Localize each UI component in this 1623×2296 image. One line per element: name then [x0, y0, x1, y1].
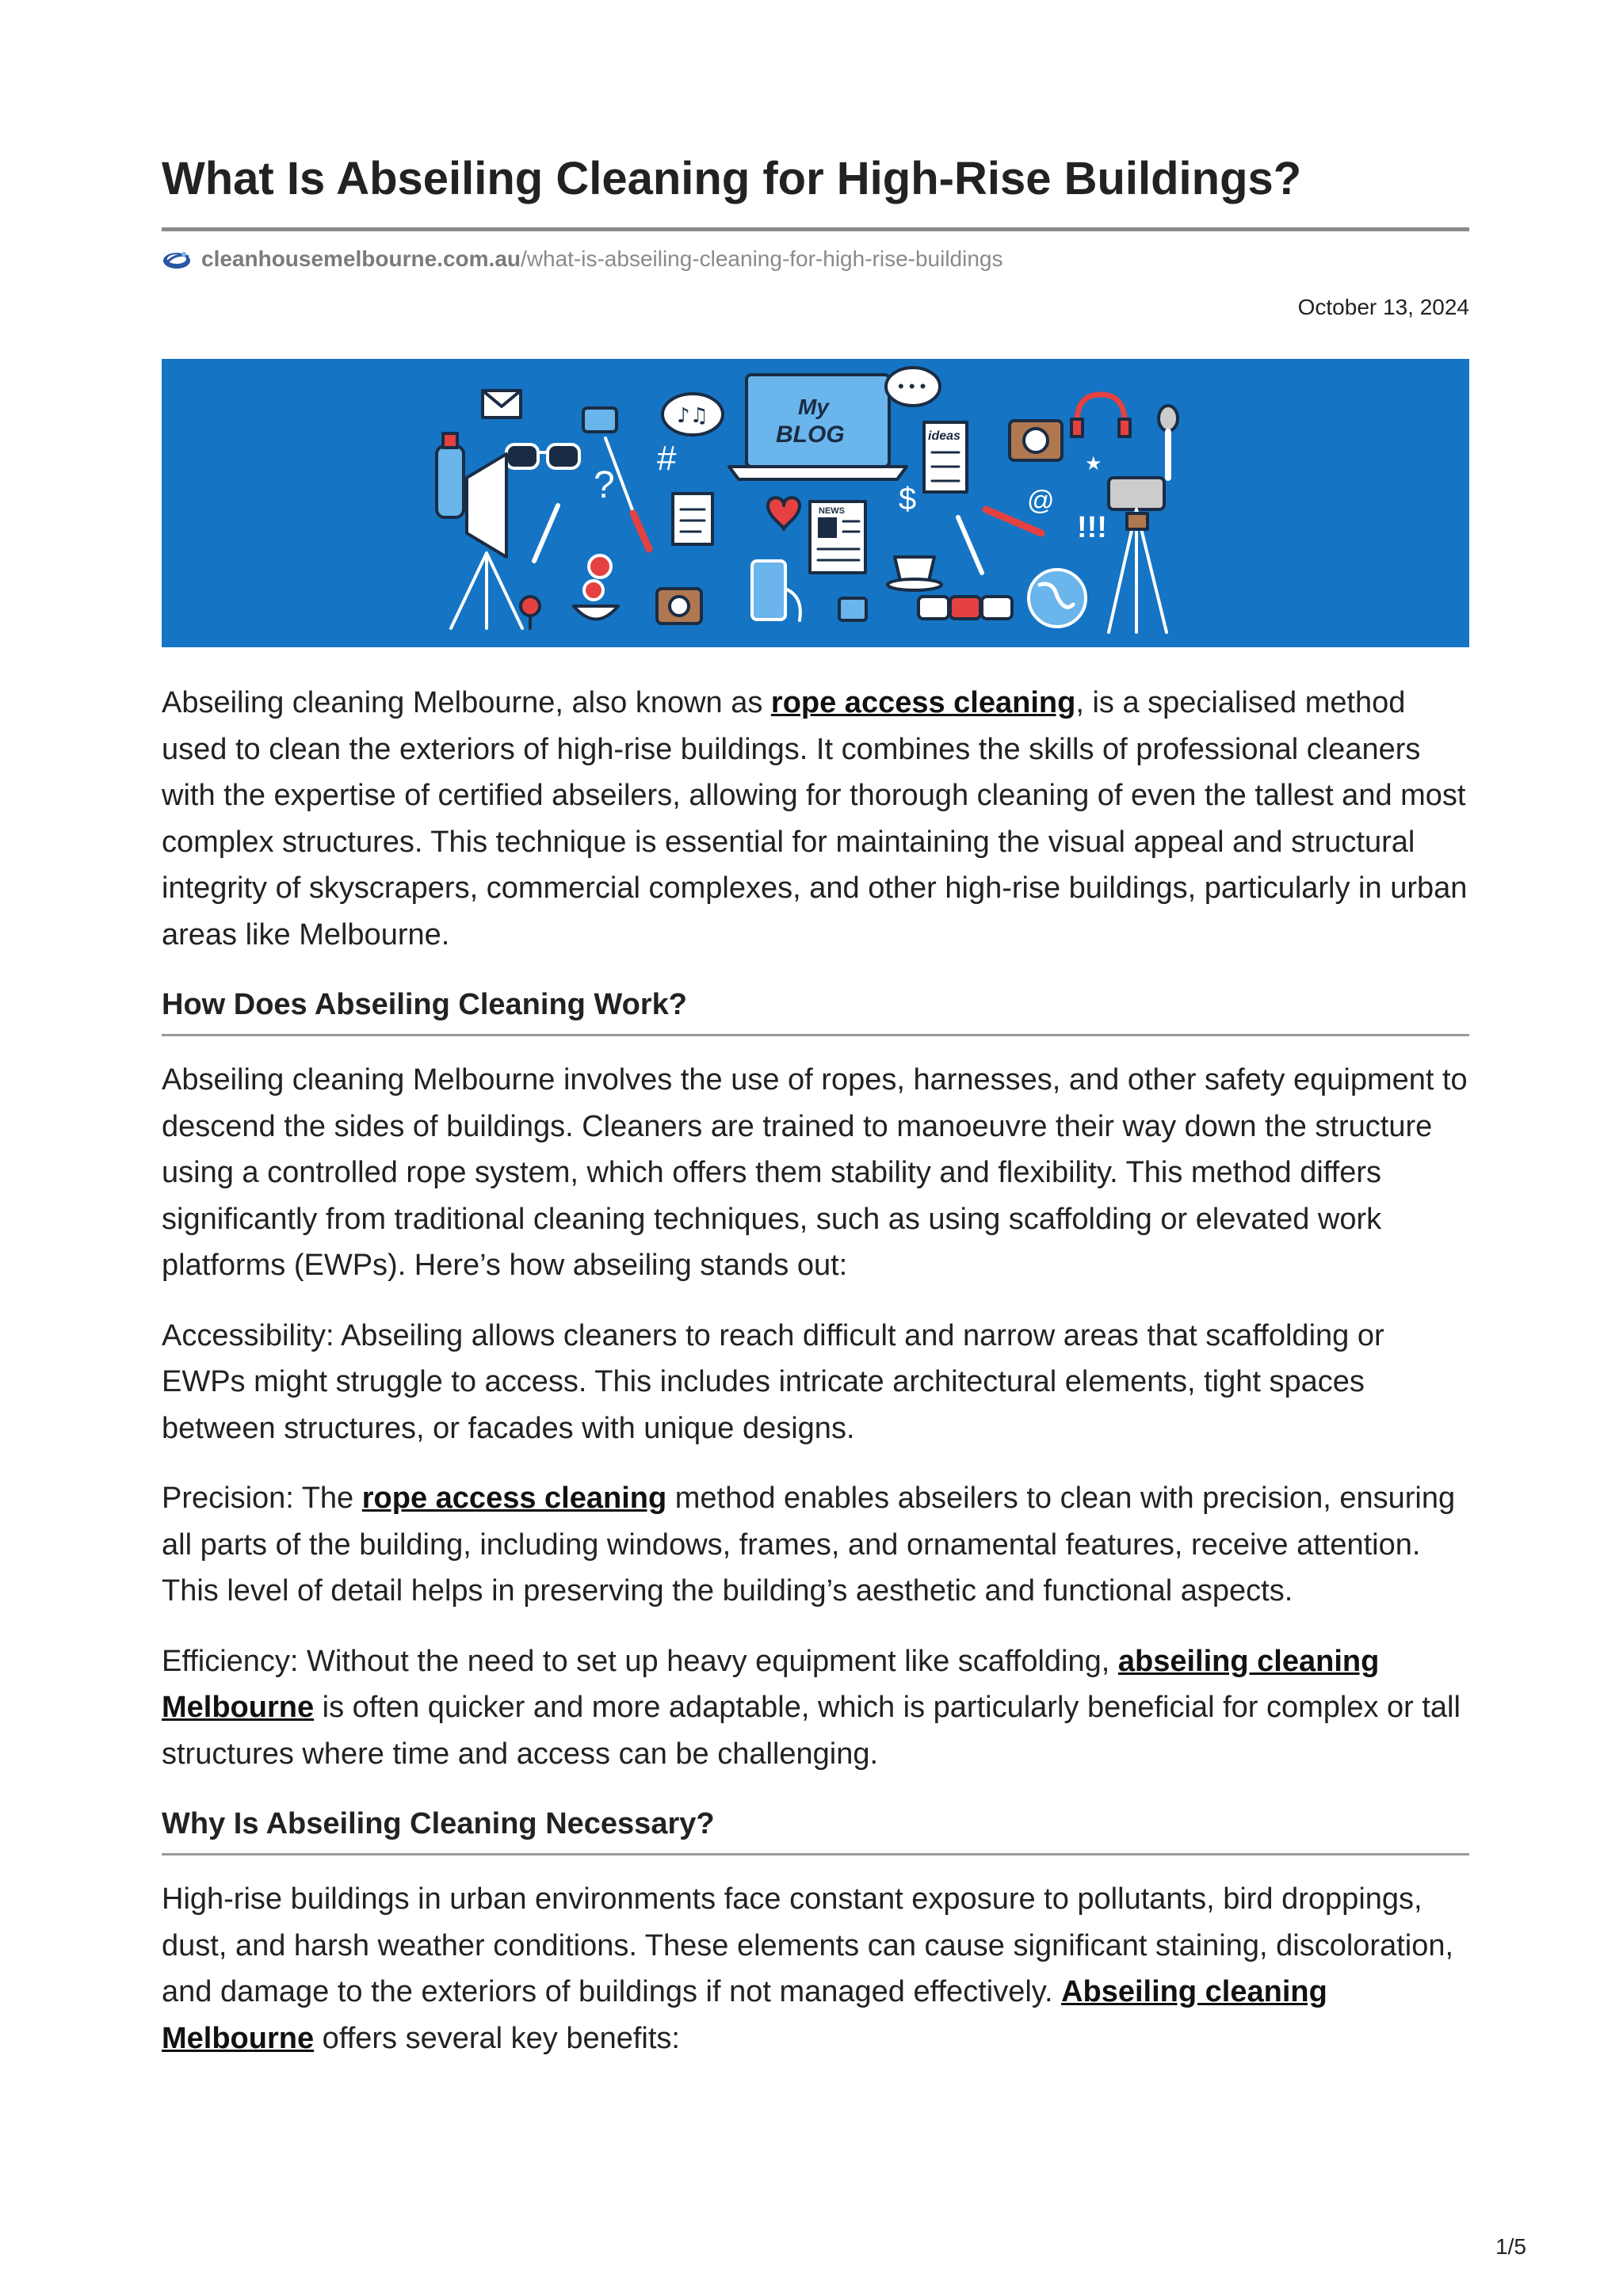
rope-access-cleaning-link[interactable]: rope access cleaning: [361, 1482, 667, 1515]
blog-text-blog: BLOG: [776, 421, 845, 448]
bottle-icon: [437, 433, 464, 517]
page-title: What Is Abseiling Cleaning for High-Rise Buildings?: [162, 153, 1302, 204]
question-mark-icon: ?: [594, 464, 615, 506]
flower-pot-icon: [574, 555, 618, 620]
news-label: NEWS: [819, 506, 845, 516]
text-segment: method enables abseilers to clean with precision, ensuring all parts of the building, including windows, frames, and ornamental features, receive attention. This level of detail helps in preserving the building’s aesthetic and functional aspects.: [162, 1482, 1456, 1608]
media-controls-icon: [918, 597, 1012, 619]
text-segment: Precision: The: [162, 1482, 362, 1515]
notepad-icon: [673, 494, 712, 544]
paragraph-why-necessary: [162, 1876, 1469, 2061]
rope-access-cleaning-link[interactable]: rope access cleaning: [770, 686, 1076, 719]
page-number: 1/5: [1495, 2234, 1526, 2259]
paragraph-how-it-works: Abseiling cleaning Melbourne involves the use of ropes, harnesses, and other safety equipment to descend the sides of buildings. Cleaners are trained to manoeuvre their way down the structure using a controlled rope system, which offers them stability and flexibility. This method differs significantly from traditional cleaning techniques, such as using scaffolding or elevated work platforms (EWPs). Here’s how abseiling stands out:: [162, 1063, 1468, 1282]
speech-bubble-icon: [886, 368, 940, 406]
source-domain[interactable]: cleanhousemelbourne.com.au: [201, 246, 521, 271]
text-segment: Abseiling cleaning Melbourne, also known as: [162, 686, 771, 719]
abseiling-cleaning-melbourne-link[interactable]: abseiling cleaning Melbourne: [162, 1644, 1380, 1724]
headphones-icon: [1071, 395, 1130, 437]
at-sign-icon: @: [1027, 486, 1055, 516]
hashtag-icon: #: [657, 439, 677, 478]
paragraph-efficiency: [162, 1638, 1469, 1778]
source-url[interactable]: [162, 244, 1469, 274]
microphone-icon: [1159, 406, 1178, 478]
svg-text:♪♫: ♪♫: [677, 404, 708, 428]
text-segment: High-rise buildings in urban environments face constant exposure to pollutants, bird droppings, dust, and harsh weather conditions. These elements can cause significant staining, discoloration, and damage to the exteriors of buildings if not managed effectively.: [162, 1882, 1454, 2008]
dollar-icon: $: [899, 482, 917, 517]
globe-icon: [1029, 570, 1086, 627]
source-path[interactable]: /what-is-abseiling-cleaning-for-high-rise-buildings: [521, 246, 1003, 271]
glasses-icon: [506, 444, 579, 468]
paragraph-precision: [162, 1475, 1469, 1615]
title-divider: [162, 227, 1469, 231]
text-segment: Efficiency: Without the need to set up heavy equipment like scaffolding,: [162, 1644, 1118, 1678]
site-logo-icon: [162, 247, 192, 271]
text-segment: , is a specialised method used to clean the exteriors of high-rise buildings. It combines the skills of professional cleaners with the expertise of certified abseilers, allowing for thorough cleaning of even the tallest and most complex structures. This technique is essential for maintaining the visual appeal and structural integrity of skyscrapers, commercial complexes, and other high-rise buildings, particularly in urban areas like Melbourne.: [162, 686, 1468, 952]
hero-image: [162, 359, 1469, 647]
text-segment: is often quicker and more adaptable, which is particularly beneficial for complex or tall structures where time and access can be challenging.: [162, 1691, 1461, 1771]
star-icon: ★: [1085, 452, 1102, 475]
article-body: [162, 680, 1469, 2085]
heading-how-it-works: How Does Abseiling Cleaning Work?: [162, 982, 1469, 1036]
svg-text:• • •: • • •: [898, 376, 926, 396]
pen-icon: [958, 517, 982, 573]
heart-icon: [768, 498, 800, 529]
photo-camera-icon: [1010, 421, 1062, 460]
camera-icon: [657, 589, 701, 624]
pencil-icon: [534, 505, 558, 561]
thumbs-up-icon: [839, 598, 866, 620]
heading-why-necessary: Why Is Abseiling Cleaning Necessary?: [162, 1801, 1469, 1855]
abseiling-cleaning-melbourne-link[interactable]: Abseiling cleaning Melbourne: [162, 1975, 1327, 2055]
envelope-icon: [483, 391, 521, 418]
map-pin-icon: [521, 597, 540, 628]
blog-illustration: [162, 359, 1469, 647]
paragraph-intro: [162, 680, 1469, 958]
music-bubble-icon: [663, 394, 723, 435]
exclamation-icon: !!!: [1077, 511, 1107, 544]
tea-cup-icon: [888, 557, 941, 590]
paragraph-accessibility: Accessibility: Abseiling allows cleaners to reach difficult and narrow areas that scaffolding or EWPs might struggle to access. This includes intricate architectural elements, tight spaces between structures, or facades with unique designs.: [162, 1318, 1384, 1445]
video-camera-icon: [1109, 478, 1167, 632]
publish-date: October 13, 2024: [1297, 295, 1469, 319]
text-segment: offers several key benefits:: [314, 2021, 680, 2055]
blog-text-my: My: [798, 395, 829, 419]
phone-icon: [752, 561, 800, 620]
ideas-label: ideas: [928, 429, 960, 443]
